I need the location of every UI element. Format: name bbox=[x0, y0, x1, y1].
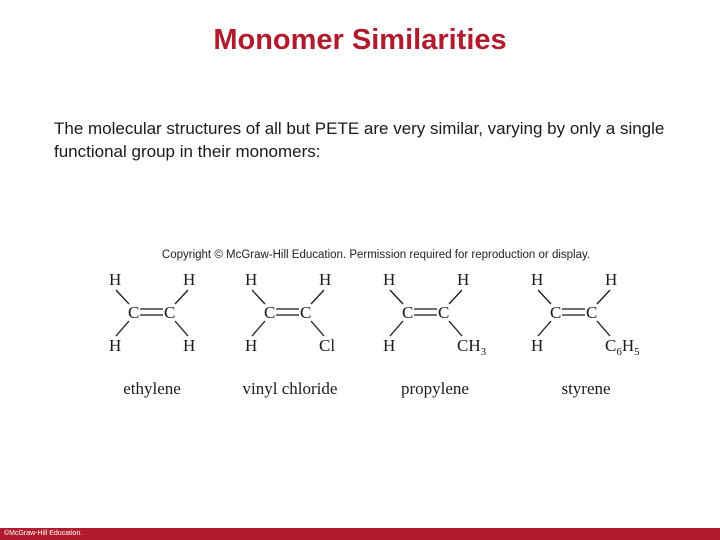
atom-top-left: H bbox=[245, 270, 258, 289]
atom-top-left: H bbox=[383, 270, 396, 289]
molecule-styrene bbox=[531, 270, 640, 398]
molecule-ethylene bbox=[109, 270, 195, 398]
atom-carbon-left: C bbox=[550, 303, 562, 322]
atom-top-left: H bbox=[531, 270, 544, 289]
atom-bottom-left: H bbox=[531, 336, 544, 355]
bond bbox=[597, 321, 610, 336]
molecule-name: styrene bbox=[561, 379, 611, 398]
molecule-name: propylene bbox=[401, 379, 469, 398]
bond bbox=[449, 290, 462, 304]
copyright-note: Copyright © McGraw-Hill Education. Permission required for reproduction or display. bbox=[161, 249, 591, 261]
molecule-propylene bbox=[383, 270, 487, 398]
footer-copyright: ©McGraw-Hill Education. bbox=[4, 530, 83, 537]
atom-bottom-left: H bbox=[245, 336, 258, 355]
footer-bar bbox=[0, 528, 720, 540]
atom-top-right: H bbox=[457, 270, 470, 289]
atom-bottom-right: $C_6H_5$ bbox=[605, 336, 640, 358]
atom-top-right: H bbox=[183, 270, 196, 289]
atom-top-right: H bbox=[605, 270, 618, 289]
atom-top-right: H bbox=[319, 270, 332, 289]
atom-carbon-right: C bbox=[300, 303, 312, 322]
atom-carbon-left: C bbox=[128, 303, 140, 322]
atom-bottom-left: H bbox=[383, 336, 396, 355]
bond bbox=[390, 321, 403, 336]
body-text: The molecular structures of all but PETE are very similar, varying by only a single functional group in their monomers: bbox=[54, 119, 665, 161]
atom-bottom-left: H bbox=[109, 336, 122, 355]
atom-carbon-right: C bbox=[438, 303, 450, 322]
atom-bottom-right: H bbox=[183, 336, 196, 355]
bond bbox=[390, 290, 403, 304]
atom-carbon-left: C bbox=[402, 303, 414, 322]
atom-carbon-left: C bbox=[264, 303, 276, 322]
atom-carbon-right: C bbox=[586, 303, 598, 322]
bond bbox=[116, 321, 129, 336]
bond bbox=[116, 290, 129, 304]
atom-carbon-right: C bbox=[164, 303, 176, 322]
molecule-name: ethylene bbox=[123, 379, 181, 398]
atom-top-left: H bbox=[109, 270, 122, 289]
bond bbox=[538, 321, 551, 336]
bond bbox=[449, 321, 462, 336]
bond bbox=[252, 321, 265, 336]
bond bbox=[175, 290, 188, 304]
atom-bottom-right: Cl bbox=[319, 336, 336, 355]
slide-title: Monomer Similarities bbox=[213, 24, 507, 56]
molecule-vinyl-chloride bbox=[243, 270, 338, 398]
molecule-name: vinyl chloride bbox=[242, 379, 338, 398]
bond bbox=[311, 290, 324, 304]
bond bbox=[538, 290, 551, 304]
bond bbox=[597, 290, 610, 304]
bond bbox=[311, 321, 324, 336]
bond bbox=[175, 321, 188, 336]
atom-bottom-right: $CH_3$ bbox=[457, 336, 487, 358]
bond bbox=[252, 290, 265, 304]
